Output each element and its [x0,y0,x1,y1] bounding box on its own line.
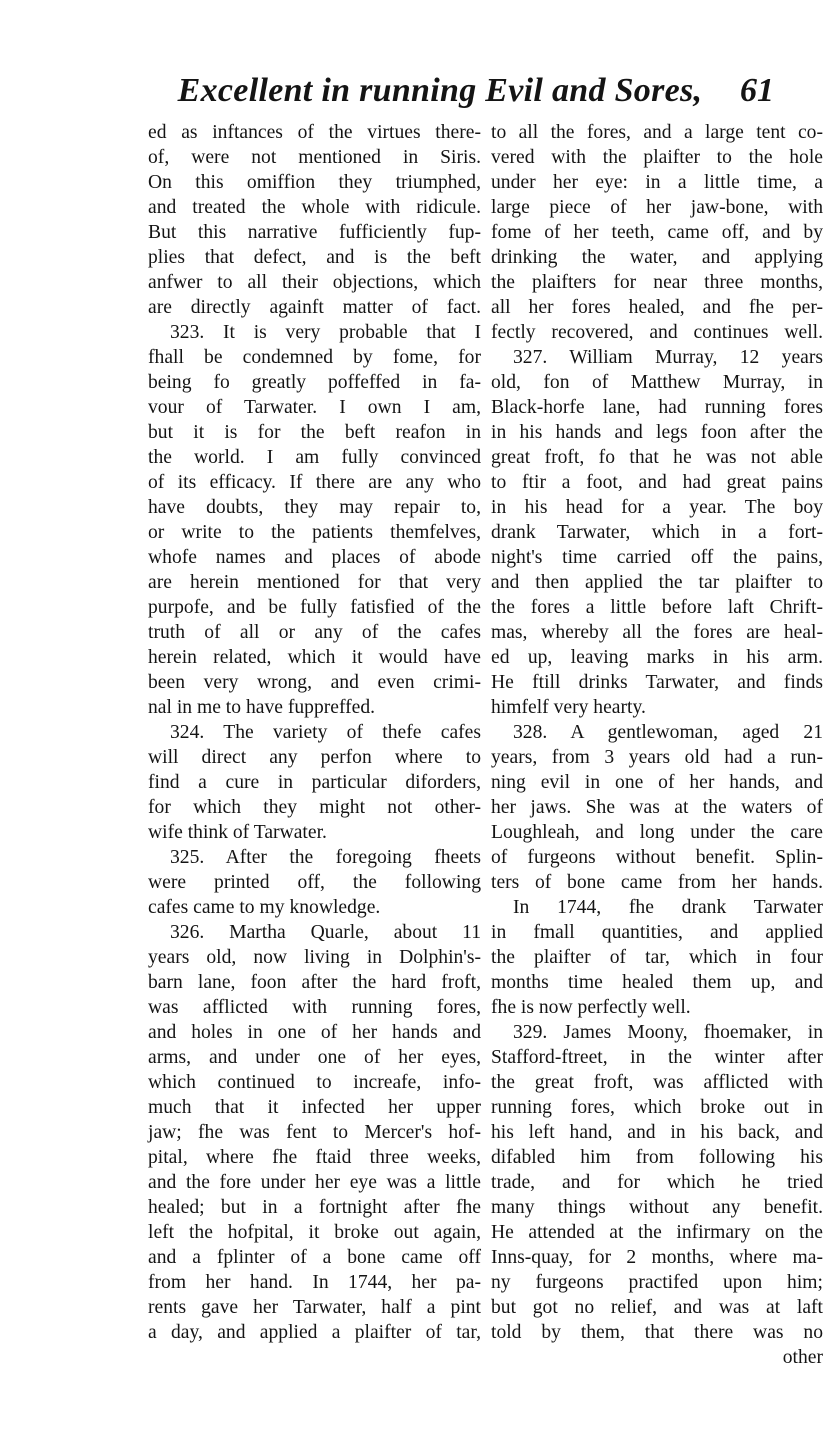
text-line: truth of all or any of the cafes [148,622,481,643]
text-line: will direct any perfon where to [148,747,481,768]
text-line: of, were not mentioned in Siris. [148,147,481,168]
text-line: wife think of Tarwater. [148,822,327,843]
text-line: of its efficacy. If there are any who [148,472,481,493]
text-line: told by them, that there was no [491,1322,823,1343]
text-line: purpofe, and be fully fatisfied of the [148,597,481,618]
text-line: night's time carried off the pains, [491,547,823,568]
text-line: are herein mentioned for that very [148,572,481,593]
text-line: drinking the water, and applying [491,247,823,268]
text-line: ning evil in one of her hands, and [491,772,823,793]
text-line: mas, whereby all the fores are heal- [491,622,823,643]
text-line: years old, now living in Dolphin's- [148,947,481,968]
text-line: being fo greatly poffeffed in fa- [148,372,481,393]
text-line: been very wrong, and even crimi- [148,672,481,693]
text-line: himfelf very hearty. [491,697,646,718]
text-line: 328. A gentlewoman, aged 21 [513,722,823,743]
text-line: and then applied the tar plaifter to [491,572,823,593]
text-line: 326. Martha Quarle, about 11 [170,922,481,943]
text-line: great froft, fo that he was not able [491,447,823,468]
text-line: and treated the whole with ridicule. [148,197,481,218]
text-line: pital, where fhe ftaid three weeks, [148,1147,481,1168]
text-line: vour of Tarwater. I own I am, [148,397,481,418]
text-line: fhe is now perfectly well. [491,997,691,1018]
text-line: 324. The variety of thefe cafes [170,722,481,743]
text-line: healed; but in a fortnight after fhe [148,1197,481,1218]
text-line: anfwer to all their objections, which [148,272,481,293]
text-line: of furgeons without benefit. Splin- [491,847,823,868]
text-line: which continued to increafe, info- [148,1072,481,1093]
text-line: the great froft, was afflicted with [491,1072,823,1093]
text-line: in fmall quantities, and applied [491,922,823,943]
text-line: a day, and applied a plaifter of tar, [148,1322,481,1343]
text-line: fhall be condemned by fome, for [148,347,481,368]
text-line: but it is for the beft reafon in [148,422,481,443]
text-line: and holes in one of her hands and [148,1022,481,1043]
text-line: months time healed them up, and [491,972,823,993]
text-line: Black-horfe lane, had running fores [491,397,823,418]
text-line: ny furgeons practifed upon him; [491,1272,823,1293]
text-line: was afflicted with running fores, [148,997,481,1018]
text-line: In 1744, fhe drank Tarwater [513,897,823,918]
page-number: 61 [740,72,774,109]
text-line: ters of bone came from her hands. [491,872,823,893]
text-line: barn lane, foon after the hard froft, [148,972,481,993]
text-line: drank Tarwater, which in a fort- [491,522,823,543]
text-line: rents gave her Tarwater, half a pint [148,1297,481,1318]
text-line: vered with the plaifter to the hole [491,147,823,168]
text-line: from her hand. In 1744, her pa- [148,1272,481,1293]
text-line: But this narrative fufficiently fup- [148,222,481,243]
text-line: and the fore under her eye was a little [148,1172,481,1193]
text-line: for which they might not other- [148,797,481,818]
text-line: He ftill drinks Tarwater, and finds [491,672,823,693]
text-line: are directly againft matter of fact. [148,297,481,318]
right-column [491,120,823,1420]
catchword: other [782,1347,823,1368]
text-line: the plaifters for near three months, [491,272,823,293]
text-line: or write to the patients themfelves, [148,522,481,543]
text-line: the plaifter of tar, which in four [491,947,823,968]
text-line: trade, and for which he tried [491,1172,823,1193]
text-line: to all the fores, and a large tent co- [491,122,823,143]
text-line: On this omiffion they triumphed, [148,172,481,193]
text-line: arms, and under one of her eyes, [148,1047,481,1068]
text-line: He attended at the infirmary on the [491,1222,823,1243]
text-line: 329. James Moony, fhoemaker, in [513,1022,823,1043]
text-line: large piece of her jaw-bone, with [491,197,823,218]
text-line: Inns-quay, for 2 months, where ma- [491,1247,823,1268]
left-column [148,120,481,1420]
text-line: her jaws. She was at the waters of [491,797,823,818]
text-line: whofe names and places of abode [148,547,481,568]
text-line: nal in me to have fuppreffed. [148,697,376,718]
text-line: 327. William Murray, 12 years [513,347,823,368]
text-line: in his hands and legs foon after the [491,422,823,443]
text-line: Stafford-ftreet, in the winter after [491,1047,823,1068]
page-header [150,72,774,116]
text-line: left the hofpital, it broke out again, [148,1222,481,1243]
text-line: plies that defect, and is the beft [148,247,481,268]
text-line: and a fplinter of a bone came off [148,1247,481,1268]
text-line: 325. After the foregoing fheets [170,847,481,868]
text-line: find a cure in particular diforders, [148,772,481,793]
text-line: herein related, which it would have [148,647,481,668]
text-line: have doubts, they may repair to, [148,497,481,518]
text-line: under her eye: in a little time, a [491,172,823,193]
text-line: the world. I am fully convinced [148,447,481,468]
text-line: difabled him from following his [491,1147,823,1168]
text-line: in his head for a year. The boy [491,497,823,518]
text-line: all her fores healed, and fhe per- [491,297,823,318]
text-line: old, fon of Matthew Murray, in [491,372,823,393]
text-line: much that it infected her upper [148,1097,481,1118]
text-line: Loughleah, and long under the care [491,822,823,843]
text-line: 323. It is very probable that I [170,322,481,343]
text-line: the fores a little before laft Chrift- [491,597,823,618]
text-line: fectly recovered, and continues well. [491,322,823,343]
text-line: his left hand, and in his back, and [491,1122,823,1143]
text-line: ed up, leaving marks in his arm. [491,647,823,668]
text-line: many things without any benefit. [491,1197,823,1218]
text-line: fome of her teeth, came off, and by [491,222,823,243]
text-line: ed as inftances of the virtues there- [148,122,481,143]
text-line: years, from 3 years old had a run- [491,747,823,768]
text-line: to ftir a foot, and had great pains [491,472,823,493]
text-line: cafes came to my knowledge. [148,897,381,918]
text-line: jaw; fhe was fent to Mercer's hof- [148,1122,481,1143]
text-line: were printed off, the following [148,872,481,893]
running-head: Excellent in running Evil and Sores, [177,72,703,109]
text-line: but got no relief, and was at laft [491,1297,823,1318]
text-line: running fores, which broke out in [491,1097,823,1118]
